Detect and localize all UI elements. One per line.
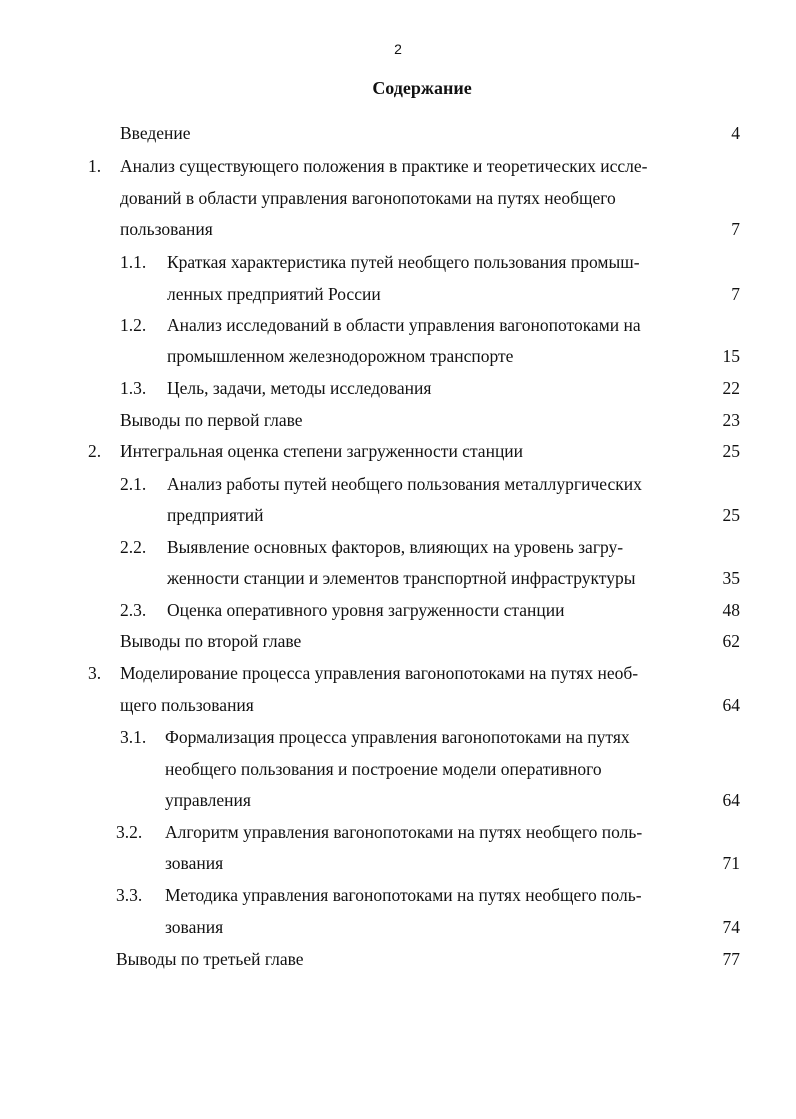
toc-entry-ch3-line2[interactable]: щего пользования <box>120 695 254 715</box>
toc-page-conclusions-2: 62 <box>722 631 740 651</box>
toc-number-s3-2: 3.2. <box>116 822 143 842</box>
toc-entry-s1-3[interactable]: Цель, задачи, методы исследования <box>167 378 432 398</box>
toc-entry-s1-1[interactable]: Краткая характеристика путей необщего пользования промыш- <box>167 252 640 272</box>
toc-entry-s2-2[interactable]: Выявление основных факторов, влияющих на уровень загру- <box>167 537 624 557</box>
toc-page-s1-3: 22 <box>722 378 740 398</box>
toc-page-conclusions-3: 77 <box>722 949 740 969</box>
toc-entry-conclusions-3[interactable]: Выводы по третьей главе <box>116 949 304 969</box>
toc-number-s2-2: 2.2. <box>120 537 147 557</box>
toc-number-s3-1: 3.1. <box>120 727 147 747</box>
toc-number-s1-3: 1.3. <box>120 378 147 398</box>
toc-entry-s3-2-line2[interactable]: зования <box>165 853 224 873</box>
toc-entry-s1-1-line2[interactable]: ленных предприятий России <box>167 284 381 304</box>
toc-page-conclusions-1: 23 <box>722 410 740 430</box>
toc-entry-s3-3[interactable]: Методика управления вагонопотоками на путях необщего поль- <box>165 885 642 905</box>
toc-number-ch3: 3. <box>88 663 102 683</box>
toc-entry-s2-1-line2[interactable]: предприятий <box>167 505 264 525</box>
toc-page-s2-2: 35 <box>722 568 740 588</box>
toc-entry-s2-1[interactable]: Анализ работы путей необщего пользования металлургических <box>167 474 642 494</box>
toc-entry-ch3[interactable]: Моделирование процесса управления вагонопотоками на путях необ- <box>120 663 639 683</box>
toc-number-s2-3: 2.3. <box>120 600 147 620</box>
toc-page-s2-3: 48 <box>722 600 740 620</box>
toc-number-s3-3: 3.3. <box>116 885 143 905</box>
toc-entry-s3-1[interactable]: Формализация процесса управления вагонопотоками на путях <box>165 727 630 747</box>
toc-number-ch2: 2. <box>88 441 102 461</box>
toc-page-s3-2: 71 <box>722 853 740 873</box>
toc-entry-s3-3-line2[interactable]: зования <box>165 917 224 937</box>
toc-page-s1-2: 15 <box>722 346 740 366</box>
toc-entry-s1-2[interactable]: Анализ исследований в области управления вагонопотоками на <box>167 315 641 335</box>
toc-title: Содержание <box>372 78 472 98</box>
toc-page-ch2: 25 <box>722 441 740 461</box>
toc-entry-conclusions-2[interactable]: Выводы по второй главе <box>120 631 302 651</box>
toc-page-ch1: 7 <box>731 219 740 239</box>
toc-entry-s3-1-line3[interactable]: управления <box>165 790 251 810</box>
toc-page-s1-1: 7 <box>731 284 740 304</box>
toc-entry-conclusions-1[interactable]: Выводы по первой главе <box>120 410 303 430</box>
toc-page-s2-1: 25 <box>722 505 740 525</box>
toc-page-s3-1: 64 <box>722 790 740 810</box>
toc-entry-ch2[interactable]: Интегральная оценка степени загруженности станции <box>120 441 524 461</box>
toc-page-s3-3: 74 <box>722 917 740 937</box>
toc-page-ch3: 64 <box>722 695 740 715</box>
page-number: 2 <box>394 41 402 57</box>
toc-page-intro: 4 <box>731 123 740 143</box>
toc-number-s1-1: 1.1. <box>120 252 147 272</box>
toc-entry-s2-2-line2[interactable]: женности станции и элементов транспортной инфраструктуры <box>167 568 636 588</box>
toc-number-s1-2: 1.2. <box>120 315 147 335</box>
toc-entry-intro[interactable]: Введение <box>120 123 191 143</box>
toc-entry-s2-3[interactable]: Оценка оперативного уровня загруженности станции <box>167 600 565 620</box>
toc-number-ch1: 1. <box>88 156 102 176</box>
toc-entry-s3-2[interactable]: Алгоритм управления вагонопотоками на путях необщего поль- <box>165 822 643 842</box>
toc-number-s2-1: 2.1. <box>120 474 147 494</box>
toc-entry-ch1-line2[interactable]: дований в области управления вагонопотоками на путях необщего <box>120 188 616 208</box>
toc-entry-ch1[interactable]: Анализ существующего положения в практике и теоретических иссле- <box>120 156 648 176</box>
toc-entry-ch1-line3[interactable]: пользования <box>120 219 213 239</box>
toc-entry-s1-2-line2[interactable]: промышленном железнодорожном транспорте <box>167 346 514 366</box>
toc-entry-s3-1-line2[interactable]: необщего пользования и построение модели оперативного <box>165 759 602 779</box>
